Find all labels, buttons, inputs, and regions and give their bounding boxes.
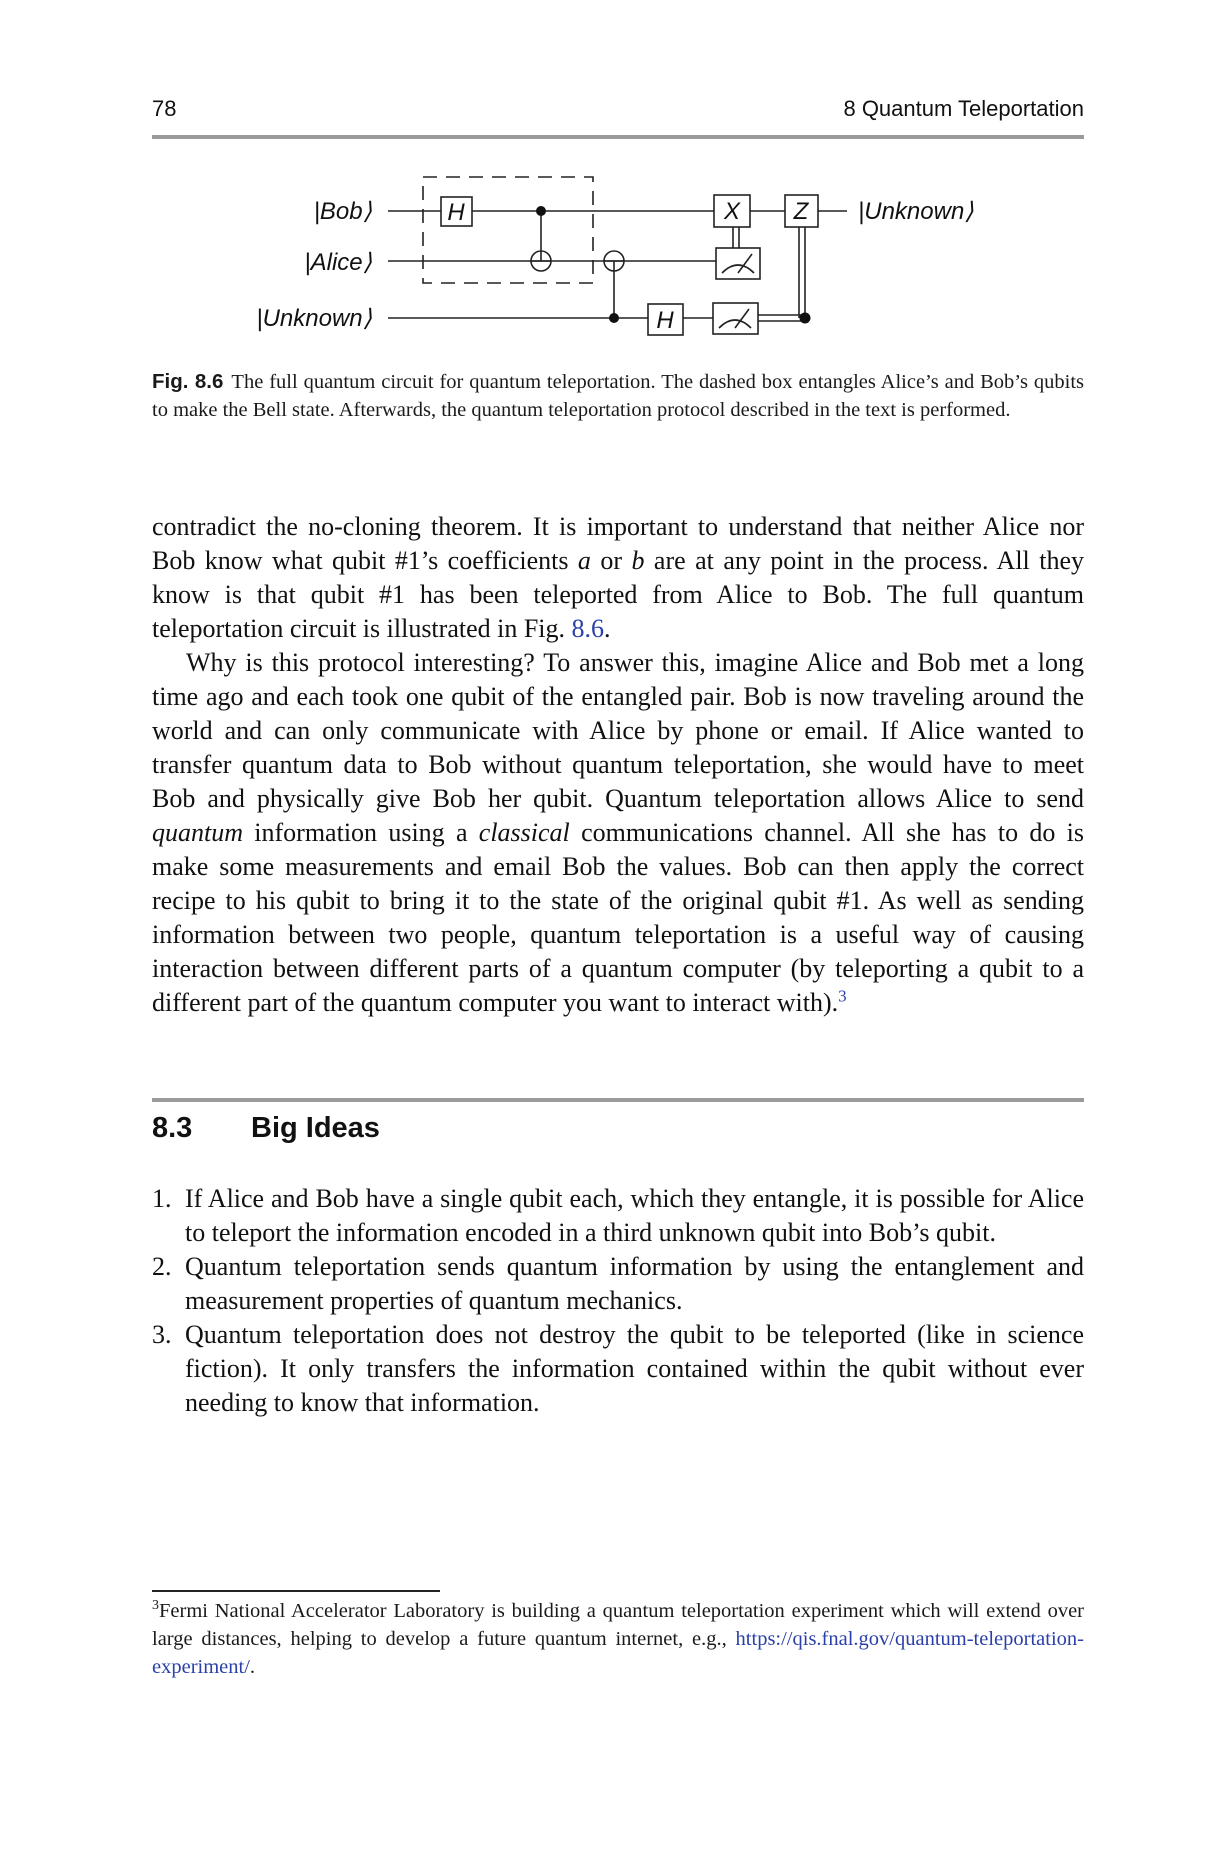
paragraph-1 xyxy=(152,510,1084,646)
paragraph-1-part-b: or xyxy=(590,546,632,575)
section-rule xyxy=(152,1098,1084,1102)
list-item-text: Quantum teleportation does not destroy the qubit to be teleported (like in science fiction). It only transfers the information contained within the qubit without ever needing to know that information. xyxy=(185,1320,1084,1417)
paragraph-1-part-c: are at any point in the process. All they know is that qubit #1 has been teleported from Alice to Bob. The full quantum teleportation circuit is illustrated in Fig. xyxy=(152,546,1084,643)
classical-control-dot xyxy=(800,313,811,324)
figure-caption xyxy=(152,368,1084,424)
paragraph-1-part-d: . xyxy=(604,614,611,643)
entangle-dashed-box xyxy=(423,177,593,283)
h-gate-bottom-label: H xyxy=(656,307,674,334)
variable-b: b xyxy=(631,546,645,575)
section-title: Big Ideas xyxy=(251,1112,380,1144)
list-item-number: 2. xyxy=(152,1252,172,1281)
footnote-end: . xyxy=(249,1656,256,1678)
measure-meter-alice xyxy=(716,248,760,279)
running-header: 8 Quantum Teleportation xyxy=(843,96,1084,121)
footnote-url-link[interactable]: https://qis.fnal.gov/quantum-teleportation-experiment/ xyxy=(152,1628,1084,1678)
quantum-circuit-diagram xyxy=(0,0,1221,360)
control-dot-bob xyxy=(536,206,546,216)
h-gate-top-label: H xyxy=(447,199,465,226)
list-item xyxy=(152,1250,1084,1318)
page-number: 78 xyxy=(152,96,177,121)
emphasis-quantum: quantum xyxy=(152,818,243,847)
emphasis-classical: classical xyxy=(478,818,570,847)
paragraph-2-part-b: information using a xyxy=(243,818,479,847)
figure-reference-link[interactable]: 8.6 xyxy=(571,614,605,643)
bob-wire-label: |Bob⟩ xyxy=(313,198,372,225)
list-item-text: Quantum teleportation sends quantum information by using the entanglement and measurement properties of quantum mechanics. xyxy=(185,1252,1084,1315)
footnote xyxy=(152,1597,1084,1681)
measure-meter-unknown xyxy=(713,303,758,334)
output-wire-label: |Unknown⟩ xyxy=(858,198,974,225)
paragraph-2 xyxy=(152,646,1084,1020)
footnote-text: Fermi National Accelerator Laboratory is building a quantum teleportation experiment which will extend over large distances, helping to develop a future quantum internet, e.g., xyxy=(152,1600,1084,1650)
paragraph-1-part-a: contradict the no-cloning theorem. It is important to understand that neither Alice nor Bob know what qubit #1’s coefficients xyxy=(152,512,1084,575)
list-item-text: If Alice and Bob have a single qubit each, which they entangle, it is possible for Alice to teleport the information encoded in a third unknown qubit into Bob’s qubit. xyxy=(185,1184,1084,1247)
paragraph-2-part-a: Why is this protocol interesting? To answer this, imagine Alice and Bob met a long time ago and each took one qubit of the entangled pair. Bob is now traveling around the world and can only communicate with Alice by phone or email. If Alice wanted to transfer quantum data to Bob without quantum teleportation, she would have to meet Bob and physically give Bob her qubit. Quantum teleportation allows Alice to send xyxy=(152,648,1084,813)
variable-a: a xyxy=(577,546,591,575)
alice-wire-label: |Alice⟩ xyxy=(304,249,372,276)
footnote-reference[interactable]: 3 xyxy=(838,986,847,1006)
caption-text: The full quantum circuit for quantum teleportation. The dashed box entangles Alice’s and Bob’s qubits to make the Bell state. Afterwards, the quantum teleportation protocol described in the text is performed. xyxy=(152,371,1084,421)
z-gate-label: Z xyxy=(793,198,809,225)
paragraph-2-part-c: communications channel. All she has to do is make some measurements and email Bob the values. Bob can then apply the correct recipe to his qubit to bring it to the state of the original qubit #1. As well as sending information between two people, quantum teleportation is a useful way of causing interaction between different parts of a quantum computer (by teleporting a qubit to a different part of the quantum computer you want to interact with). xyxy=(152,818,1084,1017)
big-ideas-list xyxy=(152,1182,1084,1420)
list-item xyxy=(152,1318,1084,1420)
footnote-marker: 3 xyxy=(152,1598,159,1614)
footnote-rule xyxy=(152,1590,440,1592)
figure-label: Fig. 8.6 xyxy=(152,370,224,393)
list-item-number: 1. xyxy=(152,1184,172,1213)
unknown-wire-label: |Unknown⟩ xyxy=(256,305,372,332)
control-dot-unknown xyxy=(609,313,619,323)
list-item xyxy=(152,1182,1084,1250)
x-gate-label: X xyxy=(723,198,741,225)
list-item-number: 3. xyxy=(152,1320,172,1349)
section-number: 8.3 xyxy=(152,1112,193,1144)
body-text xyxy=(152,510,1084,1020)
